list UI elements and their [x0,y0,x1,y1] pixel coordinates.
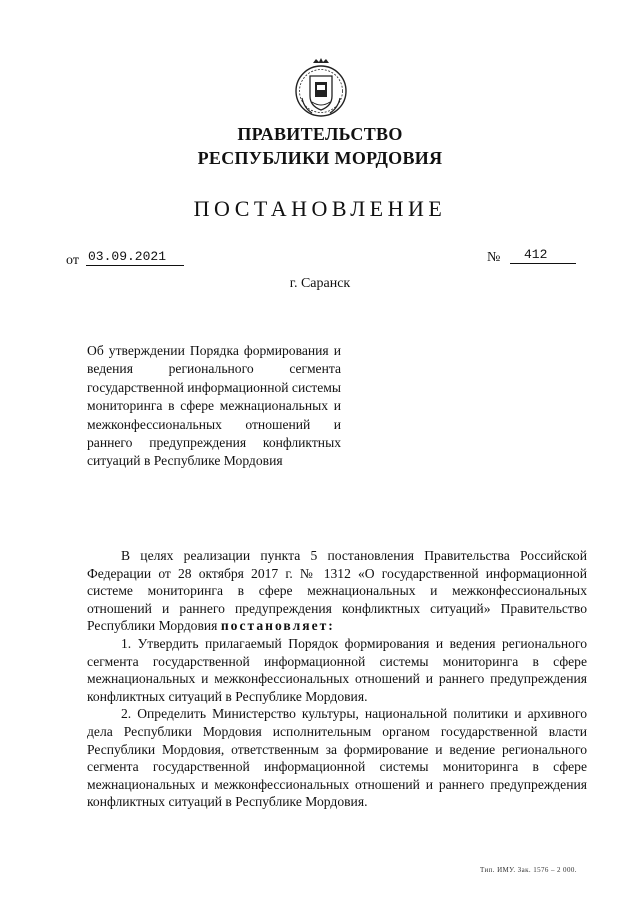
date-label: от [66,253,79,268]
document-subject: Об утверждении Порядка формирования и ведения регионального сегмента государственной информационной системы мониторинга в сфере межнациональных и межконфессиональных отношений и раннего предупреждения конфликтных ситуаций в Республике Мордовия [87,343,341,469]
document-date: 03.09.2021 [86,249,184,266]
item-2: 2. Определить Министерство культуры, национальной политики и архивного дела Республики Мордовия исполнительным органом государственной власти Республики Мордовия, ответственным за формирование и ведение регионального сегмента государственной информационной системы мониторинга в сфере межнациональных и межконфессиональных отношений и раннего предупреждения конфликтных ситуаций в Республике Мордовия. [87,706,587,810]
government-title: ПРАВИТЕЛЬСТВО [237,124,403,144]
intro-paragraph [87,547,587,635]
printer-mark: Тип. ИМУ. Зак. 1576 – 2 000. [480,866,577,874]
coat-of-arms-icon [290,58,352,120]
government-subtitle: РЕСПУБЛИКИ МОРДОВИЯ [197,148,443,168]
intro-text: В целях реализации пункта 5 постановления Правительства Российской Федерации от 28 октября 2017 г. № 1312 «О государственной информационной системе мониторинга в сфере межнациональных и межконфессиональных отношений и раннего предупреждения конфликтных ситуаций» Правительство Республики Мордовия [87,548,587,634]
document-type: ПОСТАНОВЛЕНИЕ [193,196,447,221]
number-label: № [487,250,501,265]
document-body [87,547,587,811]
city: г. Саранск [289,276,351,291]
item-1: 1. Утвердить прилагаемый Порядок формирования и ведения регионального сегмента государственной информационной системы мониторинга в сфере межнациональных и межконфессиональных отношений и раннего предупреждения конфликтных ситуаций в Республике Мордовия. [87,635,587,704]
document-number: 412 [510,247,576,264]
resolves-word: постановляет: [220,618,335,634]
